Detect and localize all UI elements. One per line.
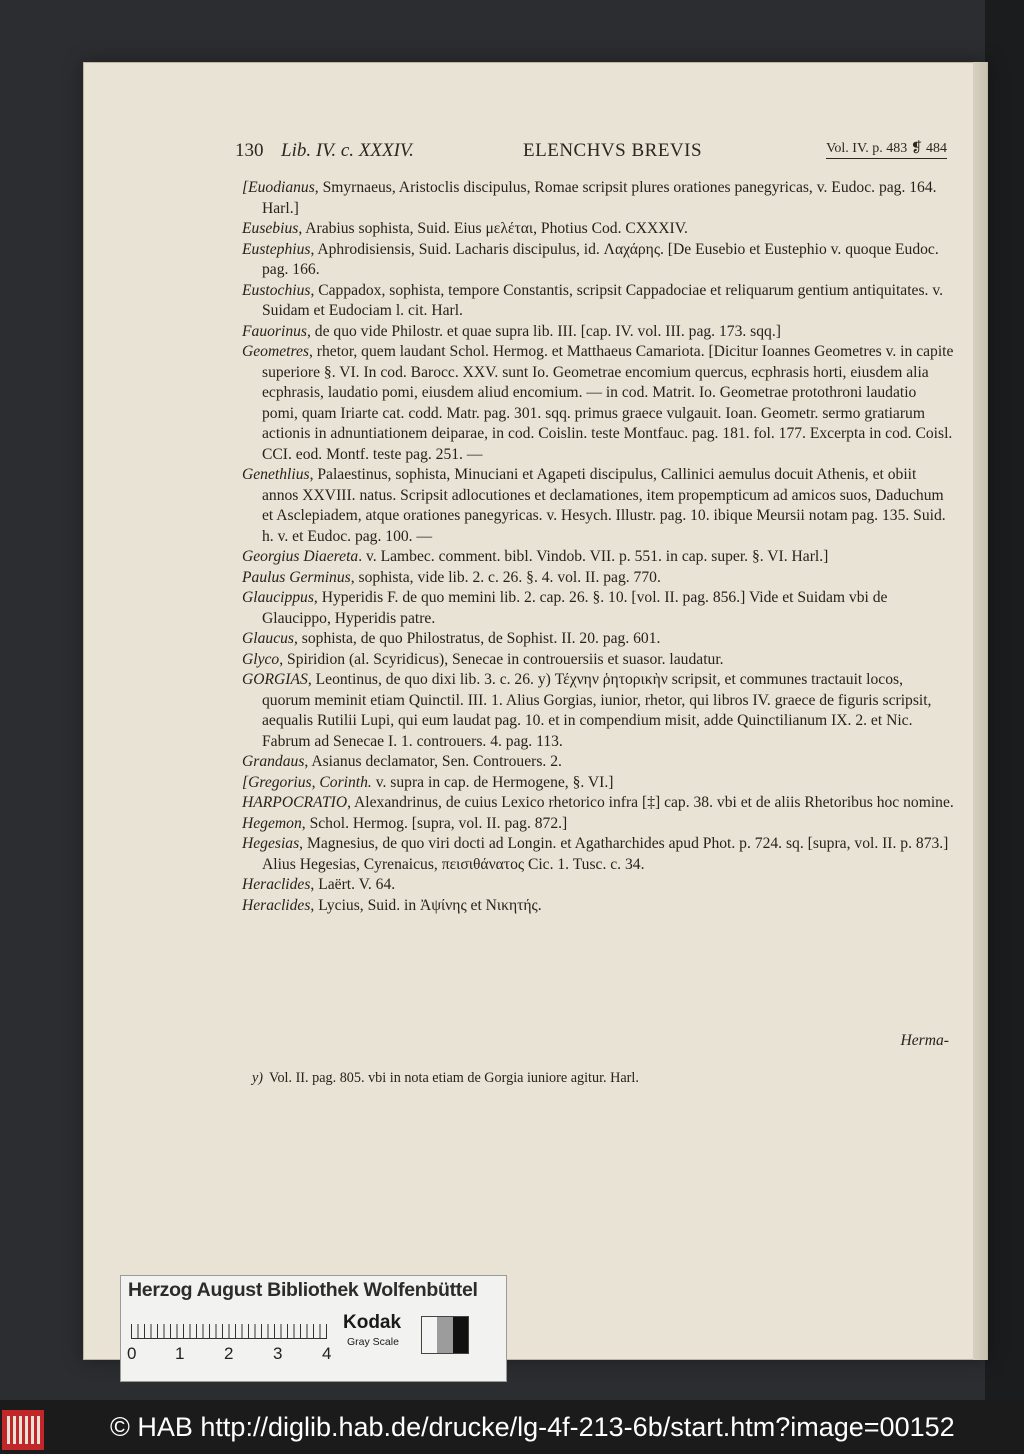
entry-lemma: Heraclides: [242, 896, 311, 914]
volume-reference: Vol. IV. p. 483 ❡ 484: [826, 140, 947, 159]
gray-patches: [421, 1316, 469, 1354]
entry-text: , Smyrnaeus, Aristoclis discipulus, Romae scripsit plures orationes panegyricas, v. Eudoc. pag. 164. Harl.]: [262, 179, 937, 217]
running-head: [235, 140, 947, 166]
entry-text: , rhetor, quem laudant Schol. Hermog. et Matthaeus Camariota. [Dicitur Ioannes Geometres v. in capite superiore §. VI. In cod. Barocc. XXV. sunt Io. Geometrae encomium quercus, ecphrasis horti, eiusdem alia ecphrasis, laudatio pomi, eiusdem aliud encomium. — in cod. Matrit. Io. Geometrae protothroni laudatio pomi, quam Iriarte cat. codd. Matr. pag. 301. sqq. primus graece vulgauit. Ioan. Geometr. sermo gratiarum actionis in adnuntiationem deiparae, in cod. Coislin. teste Montfauc. pag. 181. fol. 177. Excerpta in cod. Coisl. CCI. eod. Montf. teste pag. 251. —: [262, 343, 954, 463]
entry-lemma: Hegesias: [242, 835, 300, 852]
entry-list: [242, 178, 954, 916]
card-title: Herzog August Bibliothek Wolfenbüttel: [128, 1279, 478, 1301]
scale-ruler: [131, 1316, 327, 1339]
gray-scale-label: Gray Scale: [347, 1336, 399, 1348]
color-reference-card: [120, 1275, 507, 1382]
entry-text: , Hyperidis F. de quo memini lib. 2. cap. 26. §. 10. [vol. II. pag. 856.] Vide et Suidam vbi de Glaucippo, Hyperidis patre.: [262, 589, 888, 627]
entry-text: , sophista, de quo Philostratus, de Sophist. II. 20. pag. 601.: [293, 630, 661, 647]
entry-text: , Lycius, Suid. in Ἀψίνης et Νικητής.: [310, 896, 542, 914]
entry-lemma: HARPOCRATIO: [242, 794, 348, 811]
entry-lemma: GORGIAS: [242, 671, 308, 688]
ruler-number: 0: [127, 1344, 137, 1363]
entry: [242, 875, 954, 896]
running-title: ELENCHVS BREVIS: [523, 140, 703, 161]
entry-text: , Alexandrinus, de cuius Lexico rhetorico infra [‡] cap. 38. vbi et de aliis Rhetoribus hoc nomine.: [347, 794, 954, 811]
entry: [242, 670, 954, 752]
entry-text: v. supra in cap. de Hermogene, §. VI.]: [371, 773, 614, 791]
entry-text: , Asianus declamator, Sen. Controuers. 2.: [304, 753, 562, 770]
entry: [242, 240, 954, 281]
entry-lemma: Glaucippus: [242, 589, 314, 606]
gray-patch: [422, 1317, 437, 1353]
entry-text: , Cappadox, sophista, tempore Constantis, scripsit Cappadociae et reliquarum gentium antiquitates. v. Suidam et Eudociam l. cit. Harl.: [262, 281, 944, 319]
chapter-reference: Lib. IV. c. XXXIV.: [281, 140, 414, 161]
entry: [242, 588, 954, 629]
entry: [242, 752, 954, 773]
entry-lemma: Georgius Diaereta: [242, 548, 359, 565]
entry-lemma: [Gregorius, Corinth.: [242, 773, 372, 791]
kodak-logo: Kodak: [343, 1312, 402, 1333]
entry-text: , Spiridion (al. Scyridicus), Senecae in controuersiis et suasor. laudatur.: [279, 650, 724, 668]
entry: [242, 793, 954, 814]
entry-text: , Aphrodisiensis, Suid. Lacharis discipulus, id. Λαχάρης. [De Eusebio et Eustephio v. quoque Eudoc. pag. 166.: [262, 240, 939, 278]
entry-text: , sophista, vide lib. 2. c. 26. §. 4. vol. II. pag. 770.: [350, 568, 661, 586]
hab-logo-icon: [2, 1410, 44, 1450]
ruler-number: 2: [224, 1344, 234, 1363]
entry: [242, 178, 954, 219]
entry: [242, 342, 954, 465]
entry-lemma: Eustochius: [242, 281, 311, 299]
entry: [242, 281, 954, 322]
catchword: Herma-: [900, 1032, 949, 1049]
ruler-number: 3: [273, 1344, 283, 1363]
entry: [242, 814, 954, 835]
ruler-number: 1: [175, 1344, 185, 1363]
gray-patch: [453, 1317, 468, 1353]
next-page-edge: [973, 62, 987, 1360]
entry-lemma: Hegemon: [242, 814, 302, 832]
entry-lemma: Heraclides: [242, 876, 311, 893]
entry-text: , Arabius sophista, Suid. Eius μελέται, Photius Cod. CXXXIV.: [298, 220, 688, 237]
entry: [242, 834, 954, 875]
entry: [242, 896, 954, 917]
copyright-url[interactable]: © HAB http://diglib.hab.de/drucke/lg-4f-213-6b/start.htm?image=00152: [110, 1412, 955, 1442]
entry: [242, 650, 954, 671]
entry-lemma: Glyco: [242, 650, 280, 668]
entry-lemma: Eusebius: [242, 220, 299, 237]
entry-lemma: Geometres: [242, 343, 309, 360]
entry-lemma: Glaucus: [242, 630, 294, 647]
entry-lemma: [Euodianus: [242, 179, 315, 196]
entry-lemma: Paulus Germinus: [242, 568, 351, 586]
footnote: [252, 1070, 892, 1087]
entry-text: . v. Lambec. comment. bibl. Vindob. VII. p. 551. in cap. super. §. VI. Harl.]: [358, 548, 829, 565]
entry: [242, 773, 954, 794]
entry-text: , Leontinus, de quo dixi lib. 3. c. 26. y) Τέχνην ῥητορικὴν scripsit, et communes tractauit locos, quorum meminit etiam Quinctil. III. 1. Alius Gorgias, iunior, rhetor, qui libros IV. graece de figuris scripsit, aequalis Rutilii Lupi, qui eum laudat pag. 10. et in compendium misit, adde Quinctilianum IX. 2. et Nic. Fabrum ad Senecae I. 1. controuers. 4. pag. 113.: [262, 671, 932, 750]
entry-lemma: Grandaus: [242, 753, 305, 770]
entry-lemma: Fauorinus: [242, 322, 307, 340]
gray-patch: [437, 1317, 452, 1353]
entry-text: , de quo vide Philostr. et quae supra lib. III. [cap. IV. vol. III. pag. 173. sqq.]: [306, 322, 781, 340]
entry: [242, 547, 954, 568]
entry-text: , Palaestinus, sophista, Minuciani et Agapeti discipulus, Callinici aemulus docuit Athenis, et obiit annos XXVIII. natus. Scripsit adlocutiones et declamationes, item propempticum ad amicos suos, Daduchum et Asclepiadem, atque orationes panegyricas. v. Hesych. Illustr. pag. 10. ibique Meursii notam pag. 135. Suid. h. v. et Eudoc. pag. 100. —: [262, 466, 946, 545]
entry: [242, 219, 954, 240]
footnote-mark: y): [252, 1070, 264, 1086]
footnote-text: Vol. II. pag. 805. vbi in nota etiam de Gorgia iuniore agitur. Harl.: [269, 1070, 639, 1086]
entry: [242, 322, 954, 343]
entry: [242, 629, 954, 650]
page-number: 130: [235, 140, 264, 161]
entry-text: , Magnesius, de quo viri docti ad Longin. et Agatharchides apud Phot. p. 724. sq. [supra, vol. II. p. 873.] Alius Hegesias, Cyrenaicus, πεισιθάνατος Cic. 1. Tusc. c. 34.: [262, 835, 949, 873]
entry-text: , Schol. Hermog. [supra, vol. II. pag. 872.]: [301, 814, 568, 832]
ruler-number: 4: [322, 1344, 332, 1363]
entry: [242, 465, 954, 547]
entry-lemma: Genethlius: [242, 466, 310, 483]
entry-lemma: Eustephius: [242, 240, 311, 258]
entry-text: , Laërt. V. 64.: [310, 876, 396, 893]
board-edge: [985, 0, 1024, 1400]
entry: [242, 568, 954, 589]
